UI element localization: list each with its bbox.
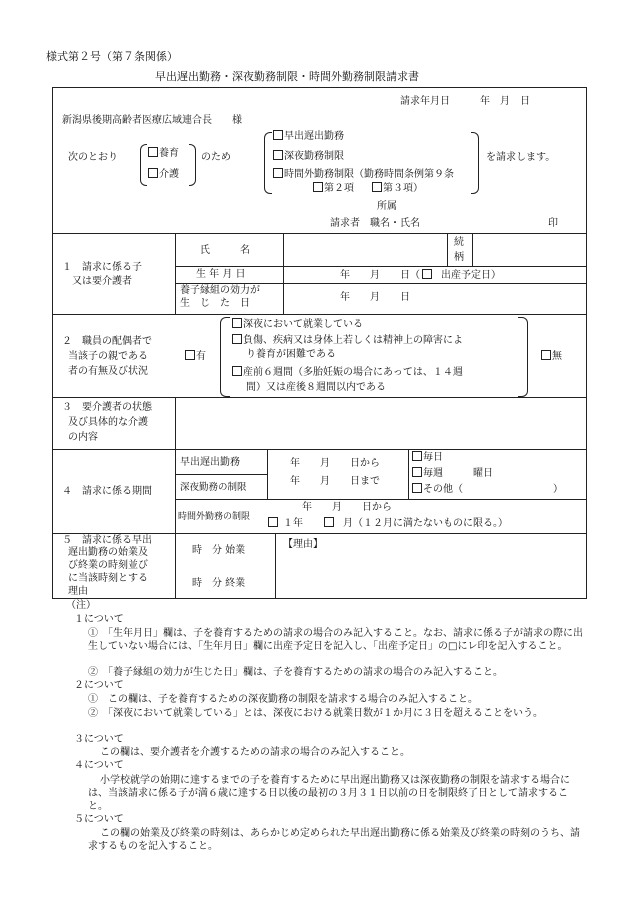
purpose-care-label: 介護: [159, 169, 179, 180]
note-1-head: １について: [74, 614, 124, 625]
divider: [175, 449, 176, 533]
spouse-has[interactable]: [185, 350, 206, 363]
period-from[interactable]: 年 月 日から: [290, 458, 380, 469]
checkbox-icon: [185, 350, 195, 360]
note-1-1: ① 「生年月日」欄は、子を養育するための請求の場合のみ記入すること。なお、請求に係る子が請求の際に出生していない場合には、「生年月日」欄に出産予定日を記入し、「出産予定日」の□にレ印を記入すること。: [88, 628, 583, 652]
seal-mark: 印: [548, 218, 558, 229]
birthdate-label: 生 年 月 日: [196, 269, 246, 280]
period-to[interactable]: 年 月 日まで: [290, 476, 380, 487]
spouse-opt-night-label: 深夜において就業している: [243, 319, 363, 330]
divider: [447, 233, 448, 266]
divider: [175, 533, 176, 599]
birthdate-value-text: 年 月 日（: [340, 270, 420, 281]
checkbox-icon: [273, 150, 283, 160]
spouse-none-label: 無: [552, 351, 562, 362]
spouse-has-label: 有: [196, 351, 206, 362]
divider: [175, 266, 587, 267]
spouse-opt-pregnancy-label: 産前６週間（多胎妊娠の場合にあっては、１４週: [243, 367, 463, 378]
checkbox-icon: [412, 483, 422, 493]
divider: [52, 233, 587, 234]
phrase-suffix: を請求します。: [486, 152, 556, 163]
checkbox-icon: [541, 350, 551, 360]
name-label: 氏 名: [200, 245, 250, 256]
spouse-none[interactable]: [541, 350, 562, 363]
end-time[interactable]: 時 分 終業: [192, 578, 246, 589]
notes-head: （注）: [66, 600, 96, 611]
type-night[interactable]: [273, 150, 344, 163]
type-early-late-label: 早出遅出勤務: [284, 131, 344, 142]
spouse-opt-disability-2: り養育が困難である: [246, 349, 336, 360]
type-night-label: 深夜勤務制限: [284, 151, 344, 162]
addressee: 新潟県後期高齢者医療広域連合長 様: [62, 115, 242, 126]
note-3-head: ３について: [74, 734, 124, 745]
divider: [52, 314, 587, 315]
bracket-left: [264, 132, 272, 194]
night-label: 深夜勤務の制限: [180, 482, 247, 493]
section5-label-5: 理由: [68, 586, 88, 597]
divider: [408, 449, 409, 499]
spouse-opt-disability[interactable]: [232, 334, 463, 347]
overtime-sub2[interactable]: [372, 182, 423, 195]
overtime-sub1-label: 第２項: [324, 183, 354, 194]
section5-label-4: に当該時刻とする: [68, 573, 148, 584]
divider: [275, 533, 276, 599]
overtime-sub1[interactable]: [313, 182, 354, 195]
divider: [472, 233, 473, 266]
type-overtime-label: 時間外勤務制限（勤務時間条例第９条: [284, 169, 454, 180]
relation-label-2: 柄: [454, 252, 464, 263]
start-time[interactable]: 時 分 始業: [192, 545, 246, 556]
divider: [52, 533, 587, 534]
adoption-label-1: 養子縁組の効力が: [180, 285, 260, 296]
checkbox-icon: [232, 318, 242, 328]
note-2-head: ２について: [74, 680, 124, 691]
bracket-left: [220, 317, 230, 397]
divider: [175, 499, 587, 500]
phrase-prefix: 次のとおり: [68, 152, 118, 163]
checkbox-icon: [412, 467, 422, 477]
section5-label-2: 遅出勤務の始業及: [68, 547, 148, 558]
divider: [283, 233, 284, 314]
purpose-care[interactable]: [148, 168, 179, 181]
bracket-right: [518, 317, 528, 397]
requester-label: 請求者 職名・氏名: [330, 218, 420, 229]
section1-label-1: １ 請求に係る子: [62, 262, 142, 273]
form-number: 様式第２号（第７条関係）: [46, 50, 178, 63]
checkbox-icon: [148, 168, 158, 178]
purpose-childcare-label: 養育: [159, 148, 179, 159]
reason-label: 【理由】: [283, 539, 323, 550]
adoption-label-2: 生 じ た 日: [180, 298, 250, 309]
type-early-late[interactable]: [273, 130, 344, 143]
affiliation-label: 所属: [377, 201, 397, 212]
section2-label-3: 者の有無及び状況: [68, 366, 148, 377]
checkbox-icon: [412, 451, 422, 461]
divider: [175, 283, 587, 284]
freq-daily-label: 毎日: [423, 452, 443, 463]
note-2-2: ② 「深夜において就業している」とは、深夜における就業日数が１か月に３日を超えることをいう。: [88, 708, 543, 719]
overtime-one-year[interactable]: [268, 517, 303, 530]
checkbox-icon: [273, 168, 283, 178]
checkbox-icon: [372, 182, 382, 192]
checkbox-icon: [148, 147, 158, 157]
freq-weekly-label: 毎週 曜日: [423, 468, 493, 479]
freq-daily[interactable]: [412, 451, 443, 464]
checkbox-icon: [232, 334, 242, 344]
section5-label-3: び終業の時刻並び: [68, 560, 148, 571]
early-late-label: 早出遅出勤務: [180, 457, 240, 468]
section5-label-1: ５ 請求に係る早出: [62, 535, 152, 546]
divider: [175, 474, 267, 475]
purpose-childcare[interactable]: [148, 147, 179, 160]
overtime-from[interactable]: 年 月 日から: [302, 502, 392, 513]
divider: [267, 449, 268, 499]
divider: [175, 233, 176, 314]
checkbox-icon: [313, 182, 323, 192]
birthdate-value[interactable]: [340, 269, 501, 282]
note-4-head: ４について: [74, 760, 124, 771]
divider: [52, 449, 587, 450]
phrase-for: のため: [201, 152, 231, 163]
checkbox-icon: [273, 130, 283, 140]
note-1-2: ② 「養子縁組の効力が生じた日」欄は、子を養育するための請求の場合のみ記入すること。: [88, 667, 503, 678]
spouse-opt-pregnancy-2: 間）又は産後８週間以内である: [246, 382, 386, 393]
freq-other-label: その他（ ）: [423, 484, 563, 495]
note-3-1: この欄は、要介護者を介護するための請求の場合のみ記入すること。: [100, 747, 410, 758]
divider: [52, 397, 587, 398]
freq-other[interactable]: [412, 483, 563, 496]
form-title: 早出遅出勤務・深夜勤務制限・時間外勤務制限請求書: [155, 70, 419, 83]
overtime-one-year-label: １年: [283, 518, 303, 529]
relation-label-1: 続: [454, 237, 464, 248]
adoption-value[interactable]: 年 月 日: [340, 292, 410, 303]
request-date[interactable]: 請求年月日 年 月 日: [400, 96, 530, 107]
type-overtime[interactable]: [273, 168, 454, 181]
checkbox-icon: [268, 517, 278, 527]
section3-label-2: 及び具体的な介護: [68, 417, 148, 428]
note-5-1: この欄の始業及び終業の時刻は、あらかじめ定められた早出遅出勤務に係る始業及び終業の時刻のうち、請求するものを記入すること。: [88, 828, 580, 852]
section2-label-2: 当該子の親である: [68, 351, 148, 362]
checkbox-icon: [232, 366, 242, 376]
bracket-left: [140, 144, 147, 186]
expected-birth-label: 出産予定日）: [441, 270, 501, 281]
spouse-opt-night[interactable]: [232, 318, 363, 331]
bracket-right: [189, 144, 196, 186]
overtime-sub2-label: 第３項）: [383, 183, 423, 194]
section3-label-3: の内容: [68, 432, 98, 443]
checkbox-icon: [324, 517, 334, 527]
bracket-right: [471, 132, 479, 194]
section2-label-1: ２ 職員の配偶者で: [62, 336, 152, 347]
note-4-1: 小学校就学の始期に達するまでの子を養育するために早出遅出勤務又は深夜勤務の制限を請求する場合には、当該請求に係る子が満６歳に達する日以後の最初の３月３１日以前の日を制限終了日として請求すること。: [88, 775, 570, 812]
section1-label-2: 又は要介護者: [72, 276, 132, 287]
spouse-opt-disability-label: 負傷、疾病又は身体上若しくは精神上の障害によ: [243, 335, 463, 346]
overtime-months[interactable]: [324, 517, 508, 530]
checkbox-icon: [422, 269, 432, 279]
note-5-head: ５について: [74, 814, 124, 825]
overtime-label: 時間外勤務の制限: [178, 512, 251, 522]
freq-weekly[interactable]: [412, 467, 493, 480]
overtime-months-label: 月（１２月に満たないものに限る。）: [343, 518, 508, 529]
section3-label-1: ３ 要介護者の状態: [62, 402, 152, 413]
note-2-1: ① この欄は、子を養育するための深夜勤務の制限を請求する場合のみ記入すること。: [88, 694, 478, 705]
section4-label: ４ 請求に係る期間: [62, 486, 152, 497]
spouse-opt-pregnancy[interactable]: [232, 366, 463, 379]
divider: [175, 397, 176, 449]
